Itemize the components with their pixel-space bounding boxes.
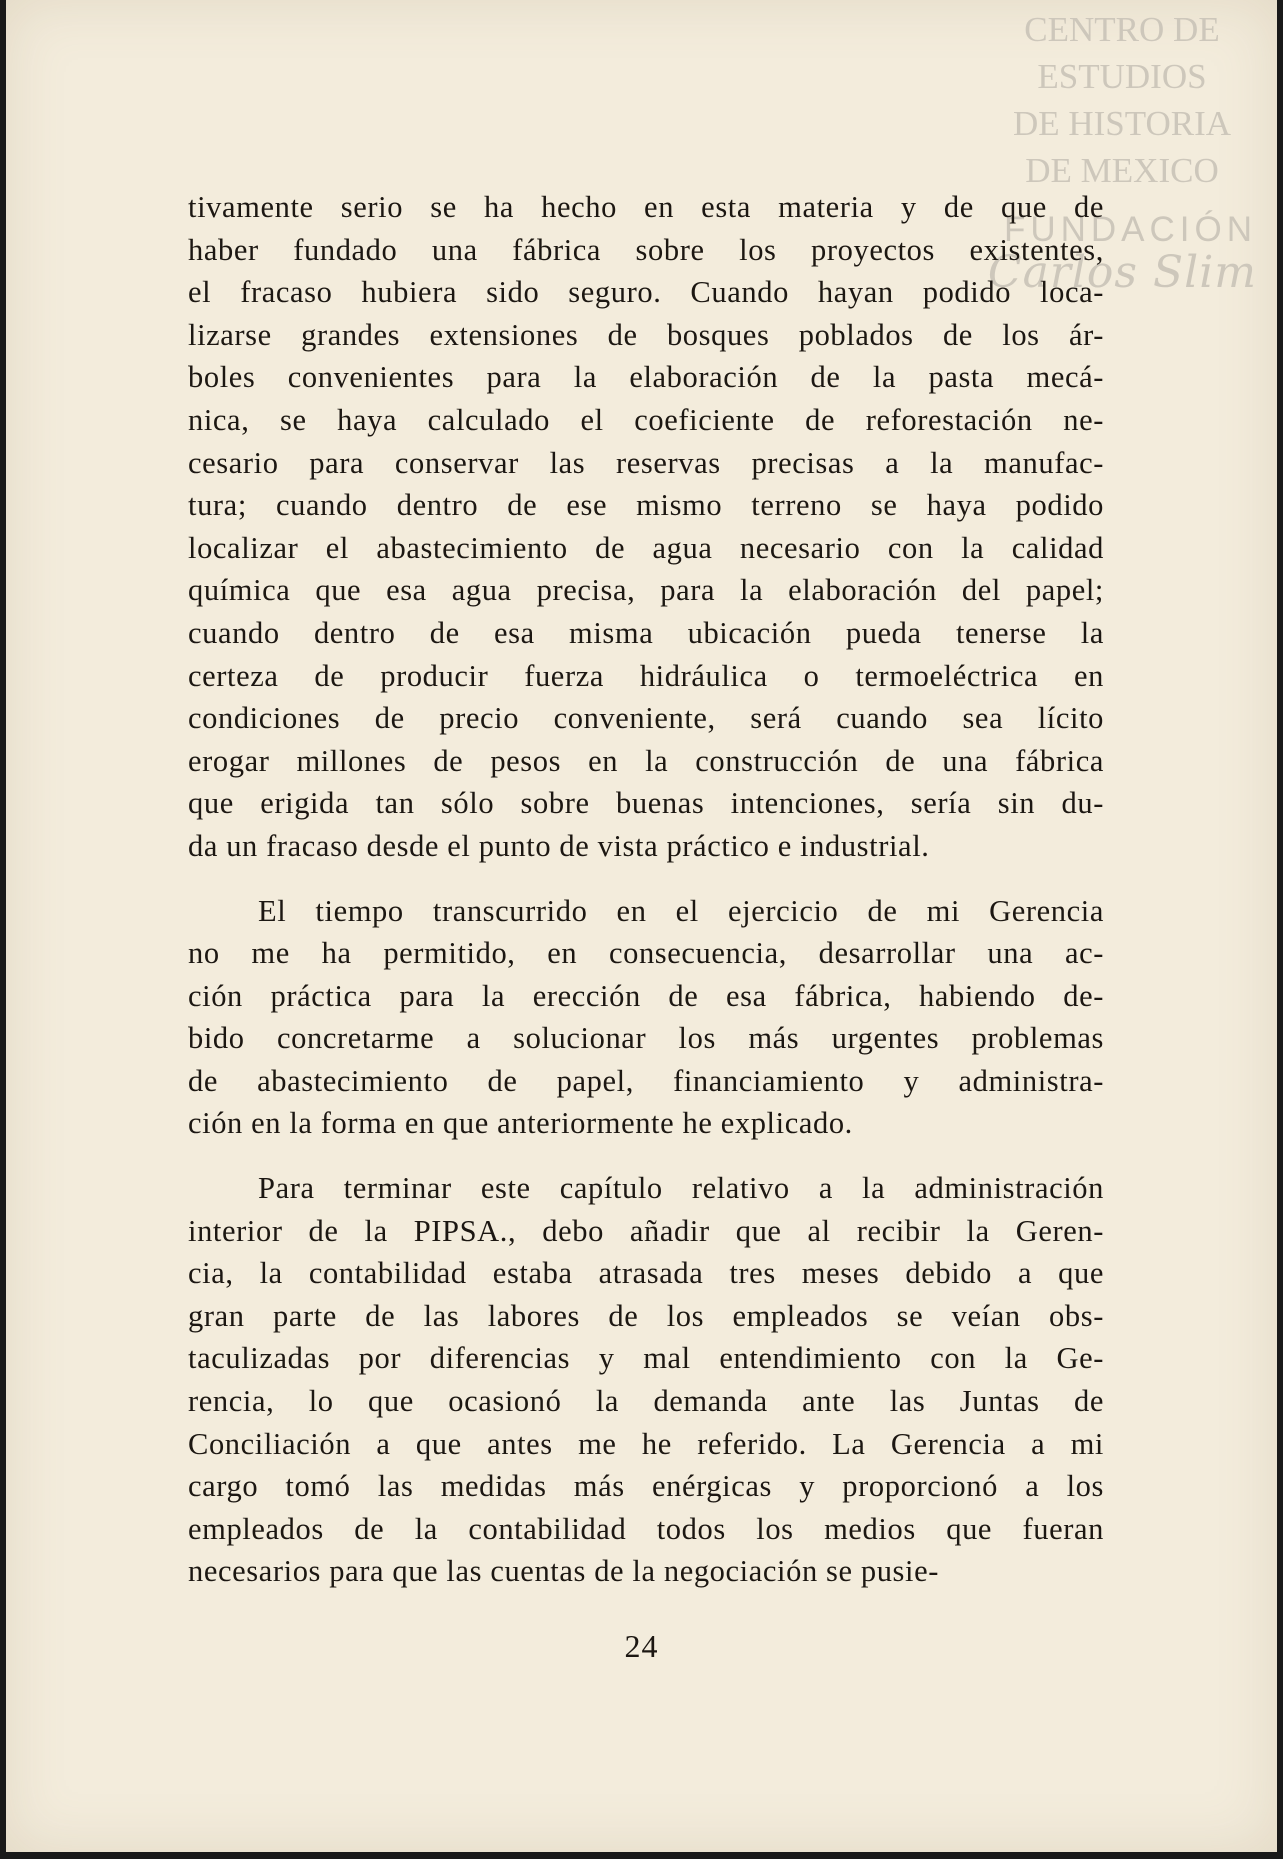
- text-line: rencia, lo que ocasionó la demanda ante las Juntas de: [188, 1384, 1104, 1419]
- text-line: lizarse grandes extensiones de bosques poblados de los ár-: [188, 317, 1104, 352]
- text-line: condiciones de precio conveniente, será cuando sea lícito: [188, 701, 1104, 736]
- text-line: el fracaso hubiera sido seguro. Cuando hayan podido loca-: [188, 275, 1104, 310]
- text-line: no me ha permitido, en consecuencia, desarrollar una ac-: [188, 936, 1104, 971]
- text-line: gran parte de las labores de los empleados se veían obs-: [188, 1298, 1104, 1333]
- text-line: El tiempo transcurrido en el ejercicio de mi Gerencia: [258, 893, 1104, 928]
- watermark-line: DE HISTORIA: [1012, 104, 1232, 143]
- text-line: cesario para conservar las reservas precisas a la manufac-: [188, 445, 1104, 480]
- text-line: ción en la forma en que anteriormente he explicado.: [188, 1106, 853, 1141]
- text-line: Conciliación a que antes me he referido. La Gerencia a mi: [188, 1426, 1104, 1461]
- text-line: que erigida tan sólo sobre buenas intenciones, sería sin du-: [188, 786, 1104, 821]
- text-line: erogar millones de pesos en la construcción de una fábrica: [188, 743, 1104, 778]
- body-text: [188, 186, 1104, 1593]
- text-line: química que esa agua precisa, para la elaboración del papel;: [188, 573, 1104, 608]
- text-line: cargo tomó las medidas más enérgicas y proporcionó a los: [188, 1469, 1104, 1504]
- text-line: Para terminar este capítulo relativo a la administración: [258, 1171, 1104, 1206]
- paragraph: [188, 890, 1104, 1146]
- text-line: empleados de la contabilidad todos los medios que fueran: [188, 1511, 1104, 1546]
- text-line: de abastecimiento de papel, financiamiento y administra-: [188, 1063, 1104, 1098]
- book-page: [6, 0, 1277, 1852]
- text-line: localizar el abastecimiento de agua necesario con la calidad: [188, 530, 1104, 565]
- page-number: 24: [624, 1628, 659, 1664]
- paragraph: [188, 1167, 1104, 1593]
- text-line: tivamente serio se ha hecho en esta materia y de que de: [188, 190, 1104, 224]
- text-line: nica, se haya calculado el coeficiente de reforestación ne-: [188, 402, 1104, 437]
- watermark-line: ESTUDIOS: [1037, 57, 1207, 96]
- watermark-signature: Carlos Slim: [987, 247, 1257, 298]
- text-line: interior de la PIPSA., debo añadir que al recibir la Geren-: [188, 1213, 1104, 1248]
- text-line: ción práctica para la erección de esa fábrica, habiendo de-: [188, 978, 1104, 1013]
- text-line: bido concretarme a solucionar los más urgentes problemas: [188, 1021, 1104, 1056]
- paragraph: [188, 186, 1104, 868]
- text-line: cuando dentro de esa misma ubicación pueda tenerse la: [188, 615, 1104, 650]
- watermark-line: DE MEXICO: [1025, 151, 1219, 190]
- text-line: haber fundado una fábrica sobre los proyectos existentes,: [188, 232, 1104, 267]
- text-line: da un fracaso desde el punto de vista práctico e industrial.: [188, 828, 930, 863]
- watermark-foundation: FUNDACIÓN: [1003, 210, 1257, 249]
- text-line: boles convenientes para la elaboración de la pasta mecá-: [188, 360, 1104, 395]
- text-line: taculizadas por diferencias y mal entendimiento con la Ge-: [188, 1341, 1104, 1376]
- text-line: necesarios para que las cuentas de la negociación se pusie-: [188, 1554, 939, 1589]
- text-line: cia, la contabilidad estaba atrasada tres meses debido a que: [188, 1256, 1104, 1291]
- text-line: certeza de producir fuerza hidráulica o termoeléctrica en: [188, 658, 1104, 693]
- text-line: tura; cuando dentro de ese mismo terreno se haya podido: [188, 488, 1104, 523]
- watermark-line: CENTRO DE: [1024, 10, 1220, 49]
